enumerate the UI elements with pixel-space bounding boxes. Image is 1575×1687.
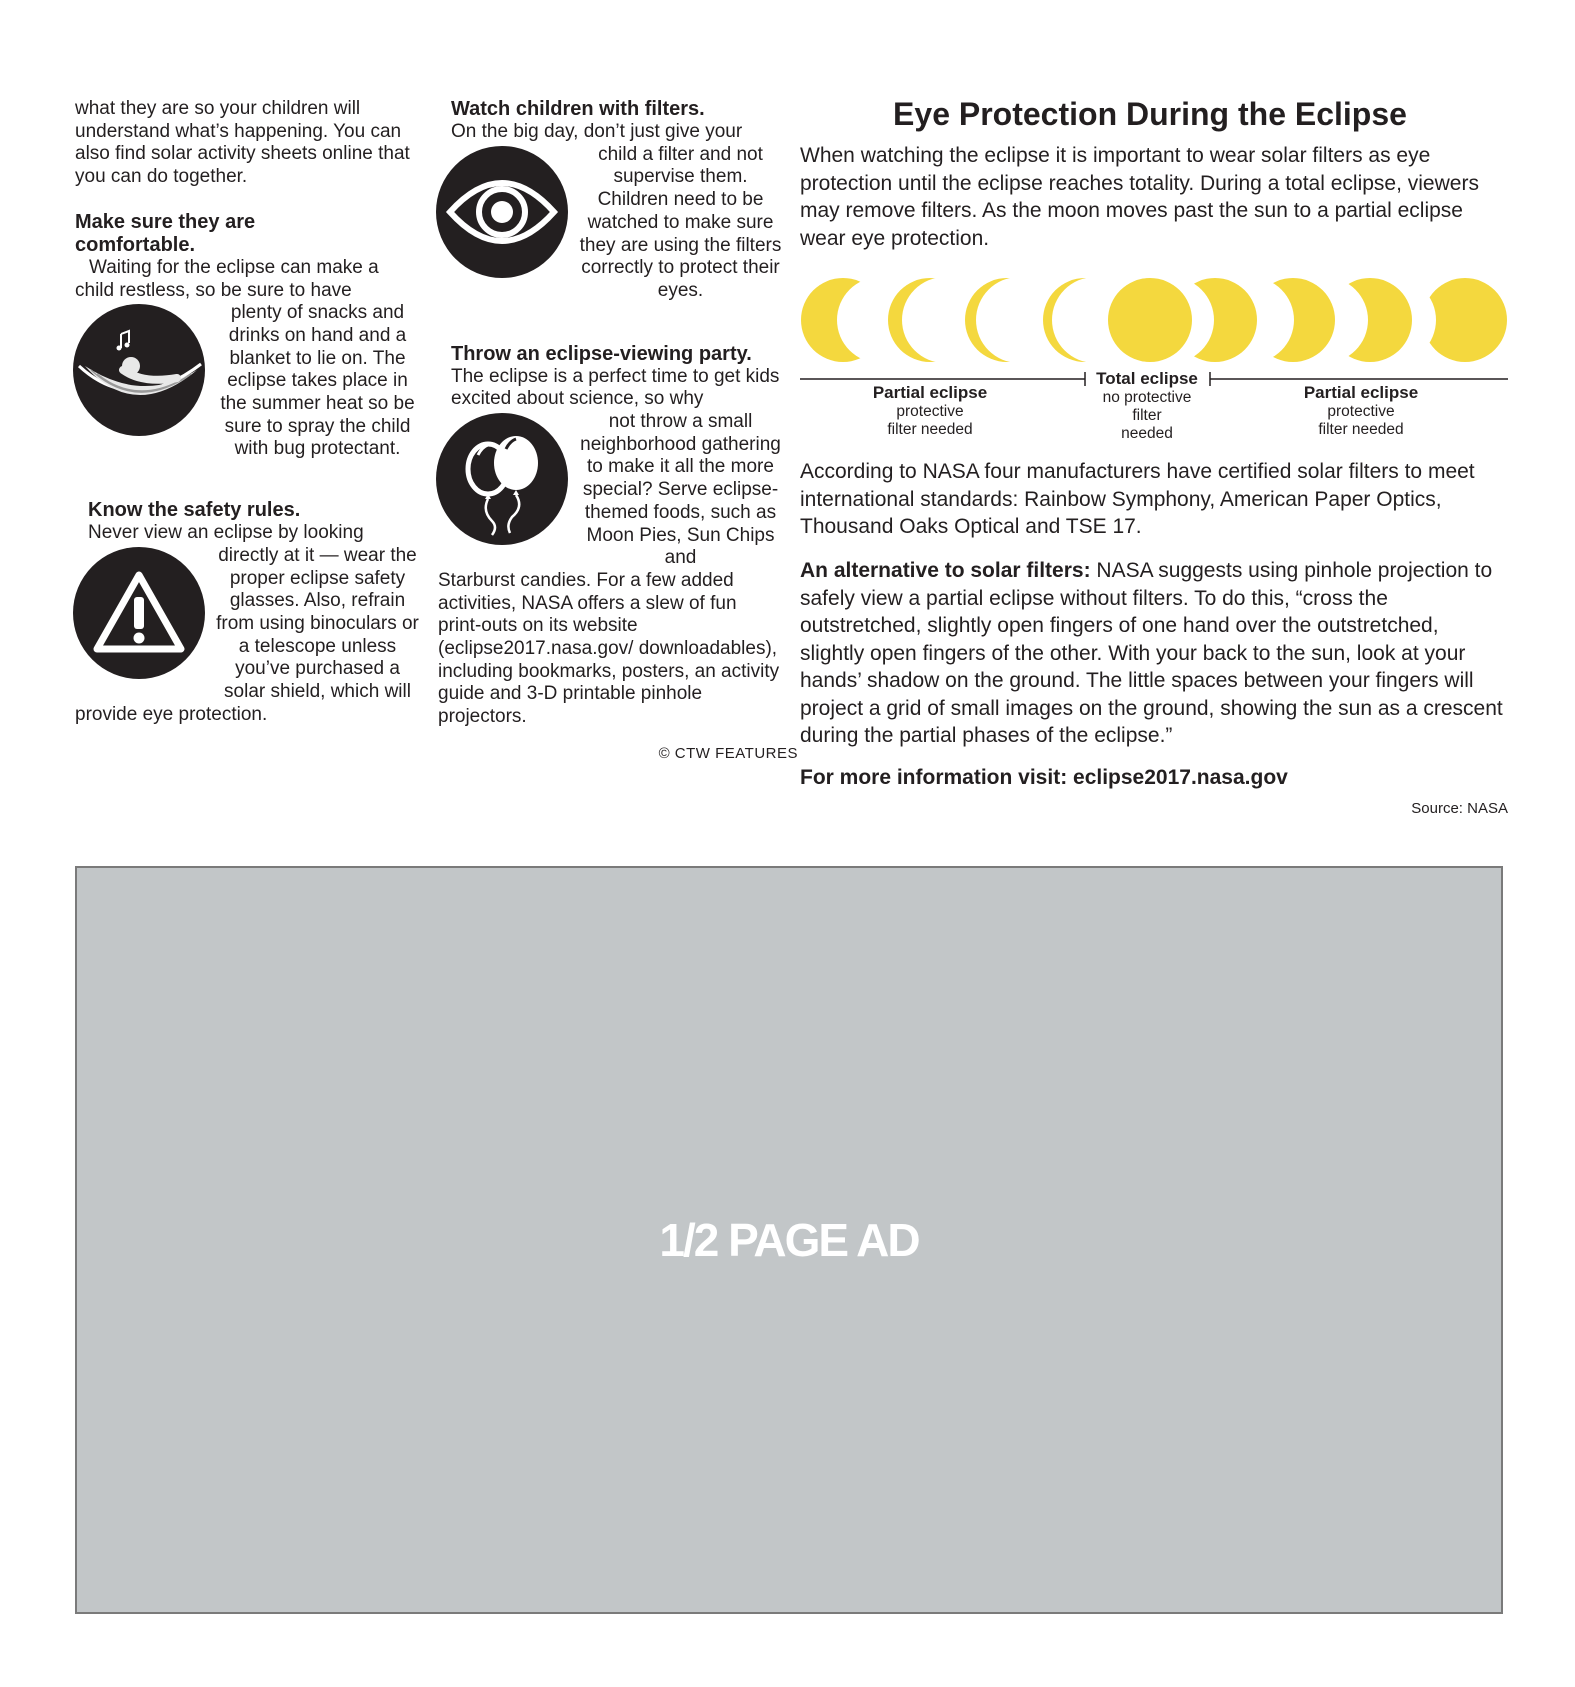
phase-partial-6 bbox=[1251, 278, 1335, 362]
column-1 bbox=[75, 98, 420, 726]
eye-icon bbox=[436, 146, 568, 278]
ad-label: 1/2 PAGE AD bbox=[659, 1214, 919, 1266]
phase-partial-7 bbox=[1328, 278, 1412, 362]
alternative-paragraph: An alternative to solar filters: NASA suggests using pinhole projection to safely view a partial eclipse without filters. To do this, “cross the outstretched, slightly open fingers of one hand over the outstretched, slightly open fingers of the other. With your back to the sun, look at your hands’ shadow on the ground. The little spaces between your fingers will project a grid of small images on the ground, showing the sun as a crescent during the partial phases of the eclipse.” bbox=[800, 559, 1503, 747]
balloons-icon bbox=[436, 413, 568, 545]
comfort-lead: Waiting for the eclipse can make a child restless, so be sure to have bbox=[75, 256, 379, 301]
safety-lead: Never view an eclipse by looking bbox=[88, 522, 364, 544]
ctw-credit: © CTW FEATURES bbox=[658, 744, 798, 762]
source-credit: Source: NASA bbox=[1411, 800, 1508, 817]
column-2 bbox=[438, 98, 798, 763]
party-lead: The eclipse is a perfect time to get kids excited about science, so why bbox=[451, 365, 780, 410]
warning-icon bbox=[73, 547, 205, 679]
party-heading: Throw an eclipse-viewing party. bbox=[451, 342, 752, 365]
phase-partial-1 bbox=[801, 278, 885, 362]
party-tail: Starburst candies. For a few added activities, NASA offers a slew of fun print-outs on its website (eclipse2017.nasa.gov/ downloadables), including bookmarks, posters, an activity guide and 3-D printable pinhole projectors. bbox=[438, 569, 780, 728]
intro-paragraph: When watching the eclipse it is important to wear solar filters as eye protection until the eclipse reaches totality. During a total eclipse, viewers may remove filters. As the moon moves past the sun to a partial eclipse wear eye protection. bbox=[800, 144, 1479, 250]
comfort-wrap: plenty of snacks and drinks on hand and a blanket to lie on. The eclipse takes place in the summer heat so be sure to spray the child with bug protectant. bbox=[220, 302, 415, 460]
hammock-icon bbox=[73, 304, 205, 436]
phase-partial-5 bbox=[1173, 278, 1257, 362]
more-info-link[interactable]: For more information visit: eclipse2017.nasa.gov bbox=[800, 766, 1288, 789]
safety-tail: provide eye protection. bbox=[75, 703, 268, 725]
phase-partial-2 bbox=[888, 278, 972, 362]
manufacturers-paragraph: According to NASA four manufacturers have certified solar filters to meet international standards: Rainbow Symphony, American Paper Optics, Thousand Oaks Optical and TSE 17. bbox=[800, 460, 1475, 538]
partial-right-label: Partial eclipse protective filter needed bbox=[1303, 383, 1419, 438]
filters-lead: On the big day, don’t just give your bbox=[451, 121, 743, 142]
page-title: Eye Protection During the Eclipse bbox=[893, 96, 1407, 132]
phase-partial-3 bbox=[965, 278, 1049, 362]
phase-partial-8 bbox=[1423, 278, 1507, 362]
total-label: Total eclipse no protective filter needed bbox=[1096, 369, 1198, 442]
partial-left-label: Partial eclipse protective filter needed bbox=[872, 383, 988, 438]
filters-wrap: child a filter and not supervise them. Children need to be watched to make sure they are using the filters correctly to protect their eyes. bbox=[579, 143, 782, 301]
comfort-heading: Make sure they are comfortable. bbox=[75, 210, 256, 256]
party-wrap: not throw a small neighborhood gathering to make it all the more special? Serve eclipse-themed foods, such as Moon Pies, Sun Chips and bbox=[580, 411, 781, 569]
intro-text: what they are so your children will understand what’s happening. You can also find solar activity sheets online that you can do together. bbox=[75, 98, 410, 188]
filters-heading: Watch children with filters. bbox=[451, 98, 705, 120]
half-page-ad[interactable] bbox=[75, 866, 1503, 1614]
safety-wrap: directly at it — wear the proper eclipse safety glasses. Also, refrain from using binoculars or a telescope unless you’ve purchased a solar shield, which will bbox=[216, 544, 419, 703]
safety-heading: Know the safety rules. bbox=[88, 499, 301, 522]
